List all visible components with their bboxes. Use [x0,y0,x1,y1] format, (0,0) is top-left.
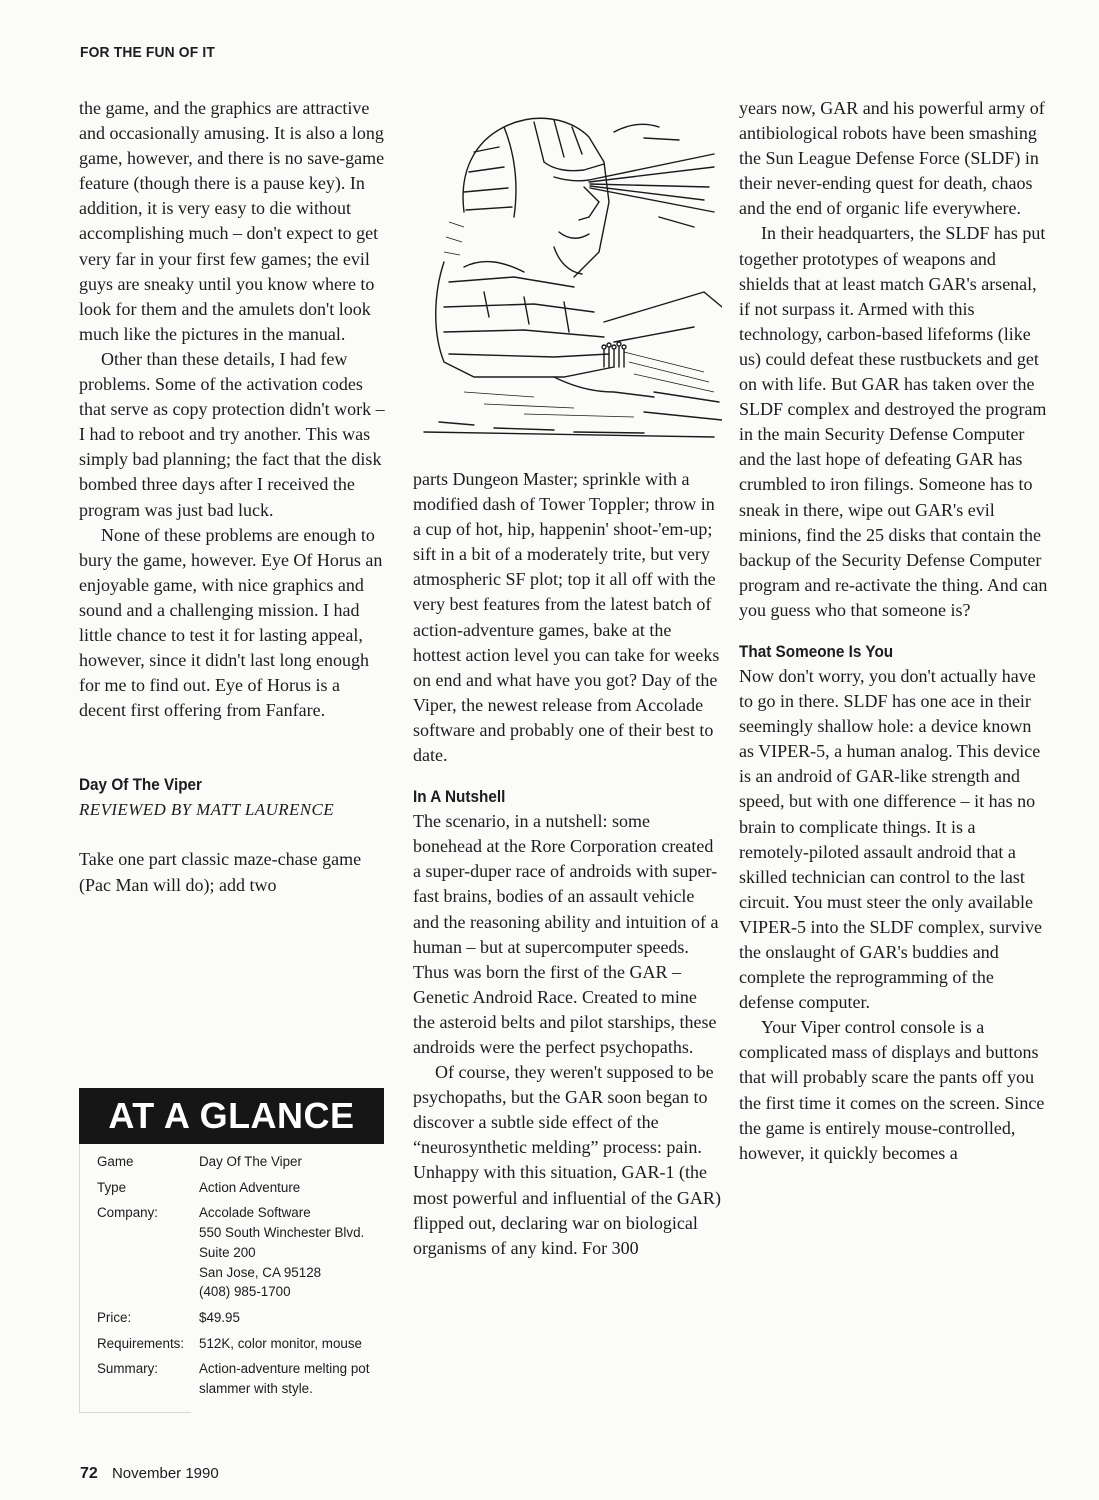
glance-value-line: Day Of The Viper [199,1154,302,1169]
box-rule-vertical [79,1144,80,1413]
glance-value-line: Suite 200 [199,1244,256,1260]
glance-value-line: 550 South Winchester Blvd. [199,1225,365,1241]
column-2 [413,467,723,1261]
glance-value [199,1359,384,1398]
body-paragraph: The scenario, in a nutshell: some bonehead at the Rore Corporation created a super-duper race of androids with super-fast brains, bodies of an assault vehicle and the reasoning ability and intuition of a human – but at supercomputer speeds. Thus was born the first of the GAR – Genetic Android Race. Created to mine the asteroid belts and pilot starships, these androids were the perfect psychopaths. [413,811,719,1057]
box-rule-horizontal [79,1412,191,1413]
glance-row [97,1359,384,1398]
glance-row [97,1308,384,1328]
page-footer [80,1465,219,1483]
glance-value-line: (408) 985-1700 [199,1284,291,1300]
glance-value-line: Accolade Software [199,1205,311,1221]
body-paragraph: Other than these details, I had few problems. Some of the activation codes that serve as copy protection didn't work – I had to reboot and try another. This was simply bad planning; the fact that the disk bombed three days after I received the program was just bad luck. [79,348,385,520]
subhead-in-a-nutshell: In A Nutshell [413,787,506,807]
column-1 [79,96,389,898]
at-a-glance-table [97,1152,384,1405]
glance-label: Company: [97,1205,159,1221]
at-a-glance-banner: AT A GLANCE [79,1088,384,1144]
glance-value-line: $49.95 [199,1309,240,1325]
glance-value [199,1152,384,1172]
body-paragraph: Of course, they weren't supposed to be psychopaths, but the GAR soon began to discover a subtle side effect of the “neurosynthetic melding” process: pain. Unhappy with this situation, GAR-1 (the most powerful and influential of the GAR) flipped out, declaring war on biological organisms of any kind. For 300 [413,1062,721,1258]
body-paragraph: the game, and the graphics are attractive and occasionally amusing. It is also a long game, however, and there is no save-game feature (though there is a pause key). In addition, it is very easy to die without accomplishing much – don't expect to get very far in your first few games; the evil guys are sneaky until you know where to look for them and the amulets don't look much like the pictures in the manual. [79,98,385,344]
column-3 [739,96,1049,1166]
glance-value-line: Action Adventure [199,1179,301,1195]
glance-label: Game [97,1154,134,1169]
body-paragraph: Take one part classic maze-chase game (Pac Man will do); add two [79,849,362,895]
glance-label: Type [97,1179,127,1195]
glance-value [199,1334,384,1354]
glance-row [97,1178,384,1198]
body-paragraph: years now, GAR and his powerful army of antibiological robots have been smashing the Sun League Defense Force (SLDF) in their never-ending quest for death, chaos and the end of organic life everywhere. [739,98,1045,219]
body-paragraph: In their headquarters, the SLDF has put together prototypes of weapons and shields that at least match GAR's arsenal, if not surpass it. Armed with this technology, carbon-based lifeforms (like us) could defeat these rustbuckets and get on with life. But GAR has taken over the SLDF complex and destroyed the program in the main Security Defense Computer and the last hope of defeating GAR has crumbled to iron filings. Someone has to sneak in there, wipe out GAR's evil minions, find the 25 disks that contain the backup of the Security Defense Computer program and re-activate the thing. And can you guess who that someone is? [739,223,1048,620]
review-title: Day Of The Viper [79,775,203,795]
review-byline: REVIEWED BY MATT LAURENCE [79,800,335,820]
glance-value [199,1178,384,1198]
glance-value-line: San Jose, CA 95128 [199,1264,322,1280]
glance-value-line: Action-adventure melting pot [199,1361,370,1377]
glance-row [97,1203,384,1302]
glance-value [199,1308,384,1328]
body-paragraph: Now don't worry, you don't actually have to go in there. SLDF has one ace in their seemingly shallow hole: a device known as VIPER-5, a human analog. This device is an android of GAR-like strength and speed, but with one difference – it has no brain to complicate things. It is a remotely-piloted assault android that a skilled technician can control to the last circuit. You must steer the only available VIPER-5 into the SLDF complex, survive the onslaught of GAR's buddies and complete the reprogramming of the defense computer. [739,665,1042,1013]
subhead-that-someone-is-you: That Someone Is You [739,641,894,661]
glance-label: Requirements: [97,1335,185,1351]
sphinx-drawing [404,92,722,447]
glance-value [199,1203,384,1302]
at-a-glance-box [79,1088,384,1413]
sphinx-illustration [404,92,722,447]
glance-row [97,1152,384,1172]
page-number: 72 [80,1465,98,1482]
glance-value-line: 512K, color monitor, mouse [199,1335,363,1351]
body-paragraph: parts Dungeon Master; sprinkle with a modified dash of Tower Toppler; throw in a cup of hot, hip, happenin' shoot-'em-up; sift in a bit of a moderately trite, but very atmospheric SF plot; top it all off with the very best features from the latest batch of action-adventure games, bake at the hottest action level you can take for weeks on end and what have you got? Day of the Viper, the newest release from Accolade software and probably one of their best to date. [413,469,720,766]
glance-label: Summary: [97,1361,159,1377]
issue-date: November 1990 [111,1465,219,1482]
glance-row [97,1334,384,1354]
section-heading: FOR THE FUN OF IT [80,44,215,61]
glance-value-line: slammer with style. [199,1381,313,1397]
body-paragraph: None of these problems are enough to bury the game, however. Eye Of Horus an enjoyable game, with nice graphics and sound and a challenging mission. I had little chance to test it for lasting appeal, however, since it didn't last long enough for me to find out. Eye of Horus is a decent first offering from Fanfare. [79,524,383,721]
glance-label: Price: [97,1309,132,1325]
body-paragraph: Your Viper control console is a complicated mass of displays and buttons that will probably scare the pants off you the first time it comes on the screen. Since the game is entirely mouse-controlled, however, it quickly becomes a [739,1017,1045,1163]
